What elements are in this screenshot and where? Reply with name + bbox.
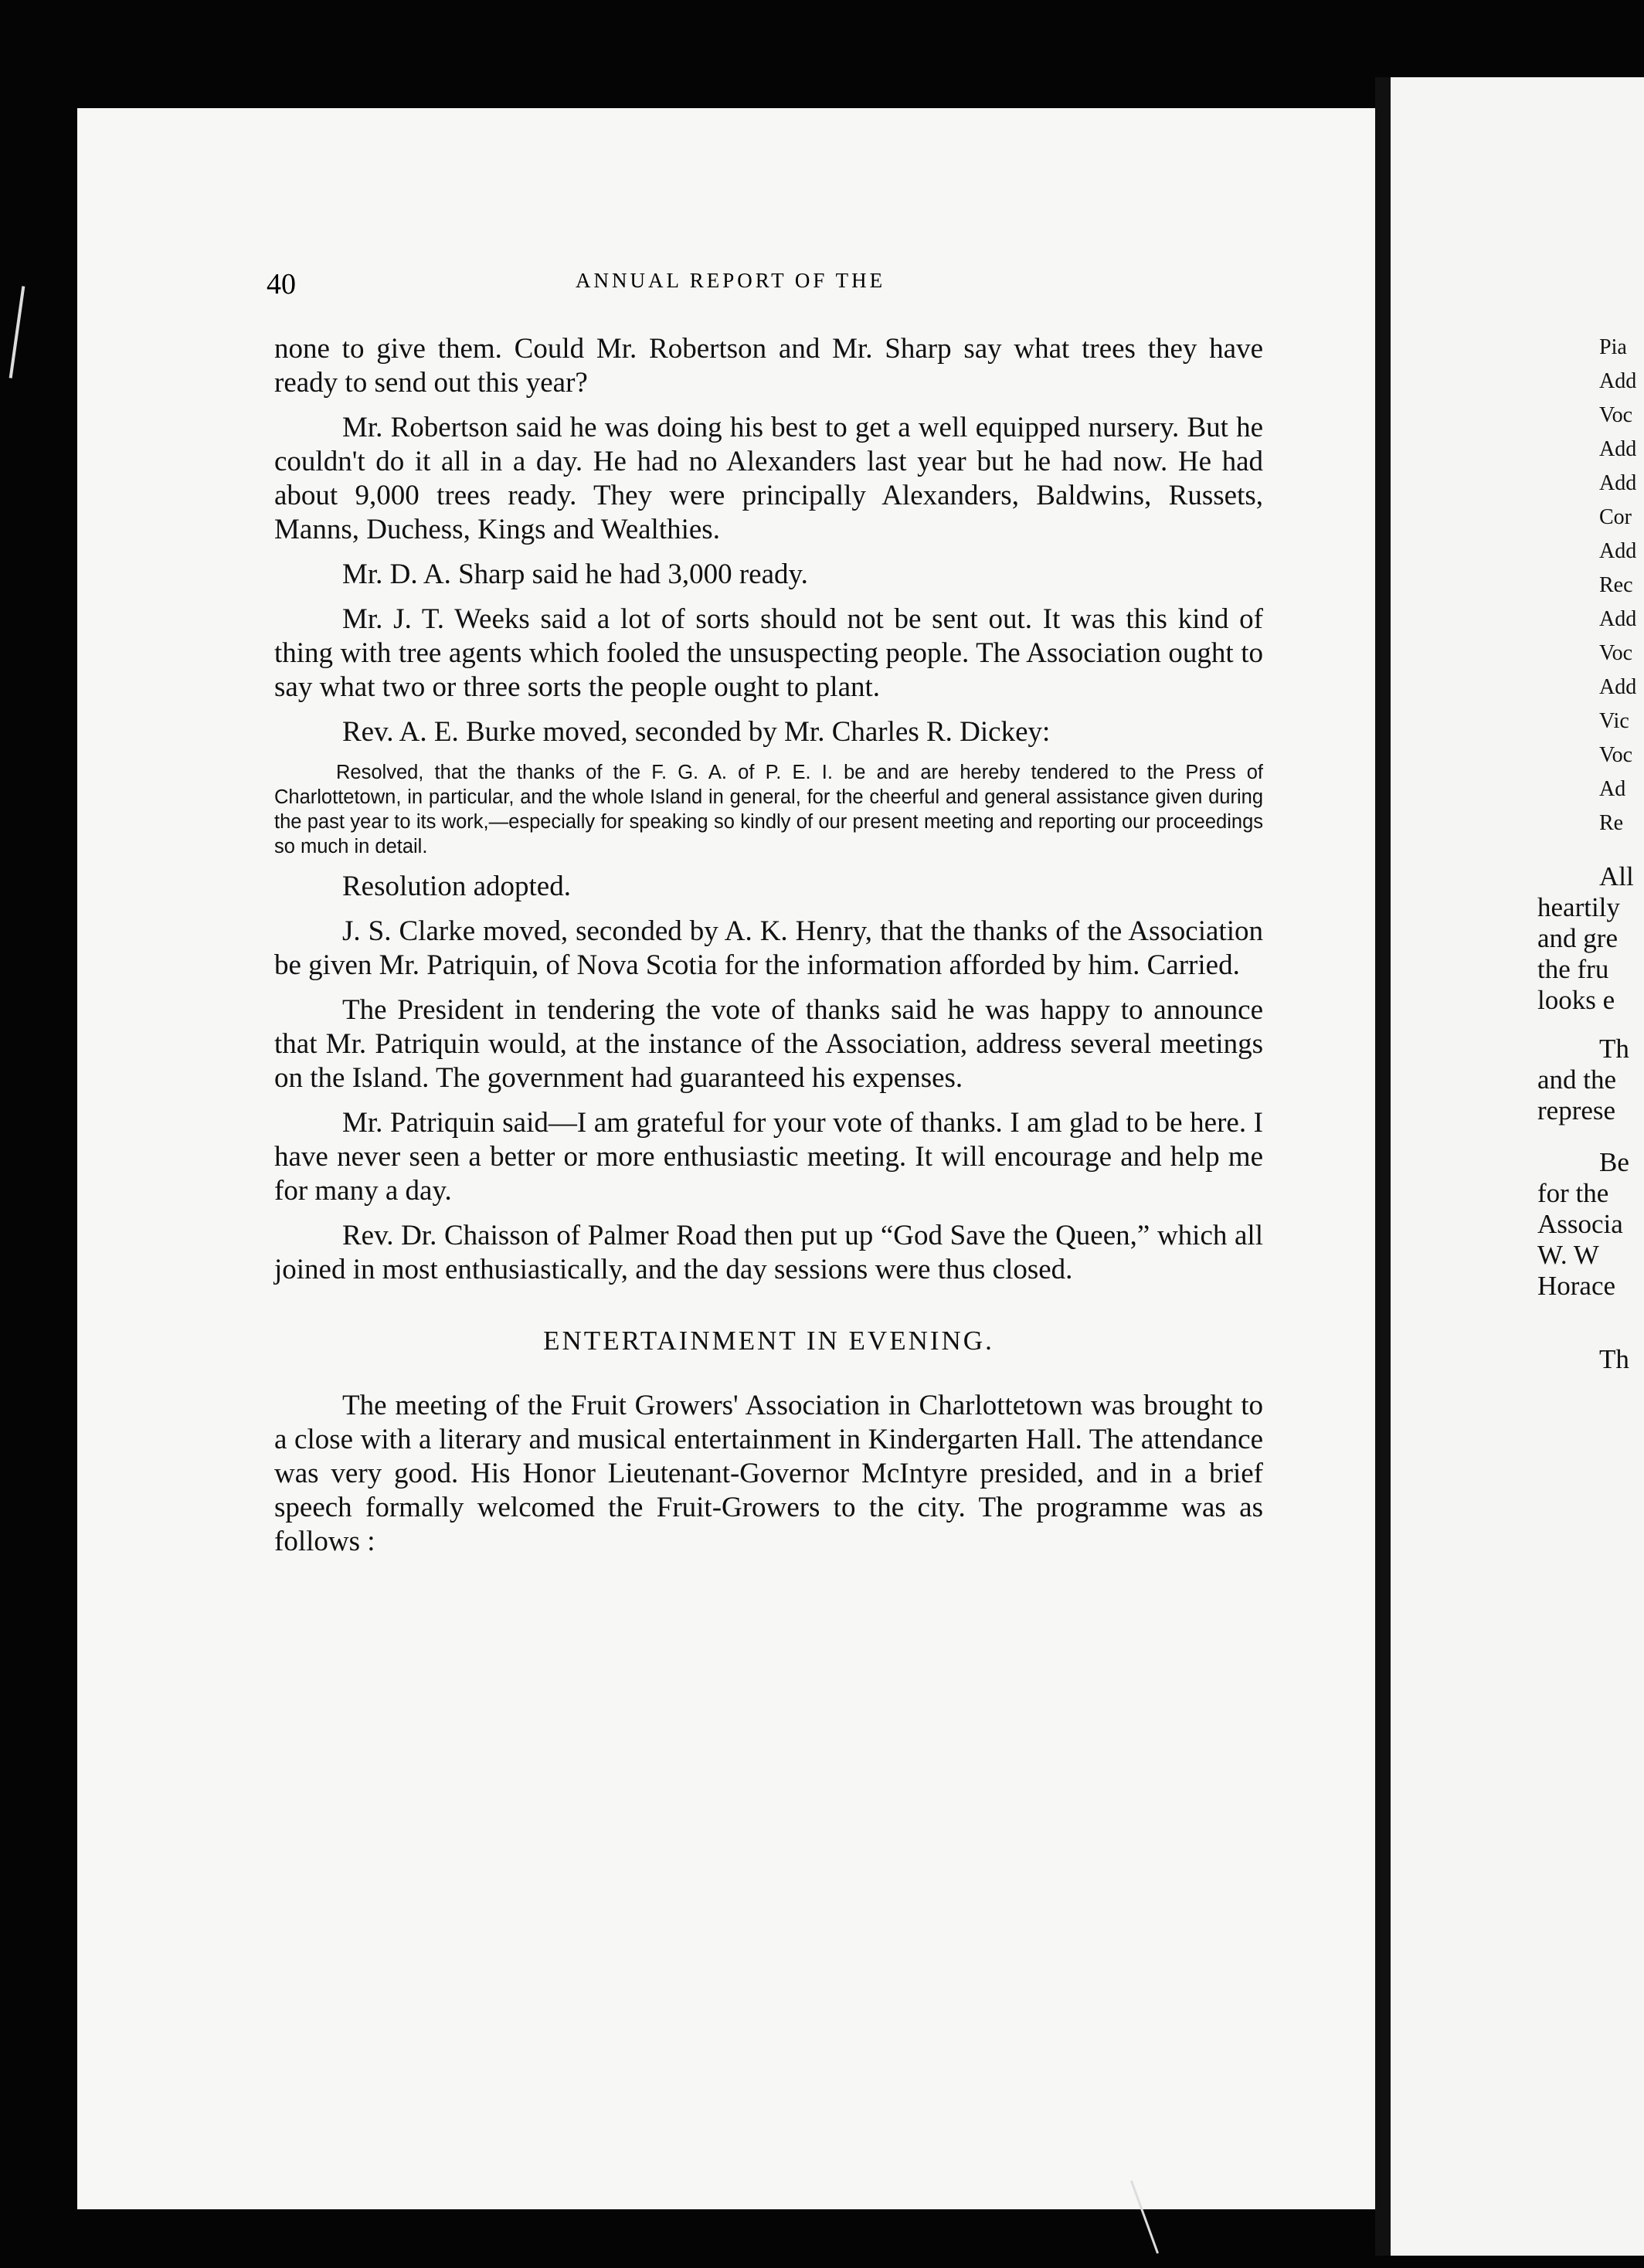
running-head: ANNUAL REPORT OF THE <box>576 269 886 292</box>
programme-item: Re <box>1599 811 1624 835</box>
line: heartily <box>1537 892 1620 922</box>
programme-item: Vic <box>1599 709 1629 733</box>
paragraph: Rev. A. E. Burke moved, seconded by Mr. Charles R. Dickey: <box>342 716 1051 748</box>
paragraph: Mr. J. T. Weeks said a lot of sorts should not be sent out. It was this kind of thing with tree agents which fooled the unsuspecting people. The Association ought to say what two or three sorts the people ought to plant. <box>274 603 1263 703</box>
paragraph: Resolution adopted. <box>342 871 571 902</box>
page-header <box>267 267 1286 306</box>
scan-artifact <box>9 286 25 378</box>
programme-item: Cor <box>1599 505 1632 529</box>
paragraph: The President in tendering the vote of thanks said he was happy to announce that Mr. Patriquin would, at the instance of the Association, address several meetings on the Island. The government had guaranteed his expenses. <box>274 994 1263 1094</box>
paragraph: Mr. Patriquin said—I am grateful for your vote of thanks. I am glad to be here. I have never seen a better or more enthusiastic meeting. It will encourage and help me for many a day. <box>274 1107 1263 1207</box>
programme-item: Add <box>1599 369 1637 393</box>
programme-item: Voc <box>1599 403 1633 427</box>
book-spine <box>1375 77 1391 2256</box>
paragraph: Mr. Robertson said he was doing his best to get a well equipped nursery. But he couldn't do it all in a day. He had no Alexanders last year but he had now. He had about 9,000 trees ready. They were principally Alexanders, Baldwins, Russets, Manns, Duchess, Kings and Wealthies. <box>274 412 1263 545</box>
resolution-text: Resolved, that the thanks of the F. G. A. of P. E. I. be and are hereby tendered to the Press of Charlottetown, in particular, and the whole Island in general, for the cheerful and general assistance given during the past year to its work,—especially for speaking so kindly of our present meeting and reporting our proceedings so much in detail. <box>274 762 1263 857</box>
right-page-paragraph <box>1537 1034 1644 1126</box>
programme-item: Add <box>1599 539 1637 563</box>
section-title: ENTERTAINMENT IN EVENING. <box>543 1326 994 1356</box>
right-page-paragraph <box>1537 1344 1644 1375</box>
line: for the <box>1537 1178 1609 1208</box>
line: W. W <box>1537 1240 1599 1270</box>
page-body <box>274 332 1263 1570</box>
paragraph: Rev. Dr. Chaisson of Palmer Road then put up “God Save the Queen,” which all joined in most enthusiastically, and the day sessions were thus closed. <box>274 1220 1263 1285</box>
line: All <box>1599 861 1634 891</box>
paragraph: none to give them. Could Mr. Robertson and Mr. Sharp say what trees they have ready to send out this year? <box>274 333 1263 399</box>
programme-item: Ad <box>1599 777 1626 801</box>
line: Horace <box>1537 1271 1616 1301</box>
line: and the <box>1537 1064 1617 1095</box>
paragraph: Mr. D. A. Sharp said he had 3,000 ready. <box>342 559 808 590</box>
line: Be <box>1599 1147 1629 1177</box>
line: the fru <box>1537 954 1609 984</box>
programme-item: Voc <box>1599 641 1633 665</box>
programme-item: Rec <box>1599 573 1633 597</box>
programme-item: Add <box>1599 437 1637 461</box>
page-number: 40 <box>267 268 296 300</box>
line: and gre <box>1537 923 1618 953</box>
programme-item: Add <box>1599 607 1637 631</box>
programme-item: Pia <box>1599 335 1627 359</box>
paragraph: The meeting of the Fruit Growers' Association in Charlottetown was brought to a close with a literary and musical entertainment in Kindergarten Hall. The attendance was very good. His Honor Lieutenant-Governor McIntyre presided, and in a brief speech formally welcomed the Fruit-Growers to the city. The programme was as follows : <box>274 1390 1263 1557</box>
right-page-paragraph <box>1537 1147 1644 1302</box>
line: looks e <box>1537 985 1615 1015</box>
right-page-paragraph <box>1537 861 1644 1016</box>
line: Th <box>1599 1034 1629 1064</box>
paragraph: J. S. Clarke moved, seconded by A. K. Henry, that the thanks of the Association be given Mr. Patriquin, of Nova Scotia for the information afforded by him. Carried. <box>274 915 1263 981</box>
right-page-programme-list <box>1599 331 1644 840</box>
programme-item: Add <box>1599 471 1637 495</box>
line: Associa <box>1537 1209 1623 1239</box>
programme-item: Voc <box>1599 743 1633 767</box>
line: Th <box>1599 1344 1629 1374</box>
programme-item: Add <box>1599 675 1637 699</box>
line: represe <box>1537 1095 1616 1126</box>
